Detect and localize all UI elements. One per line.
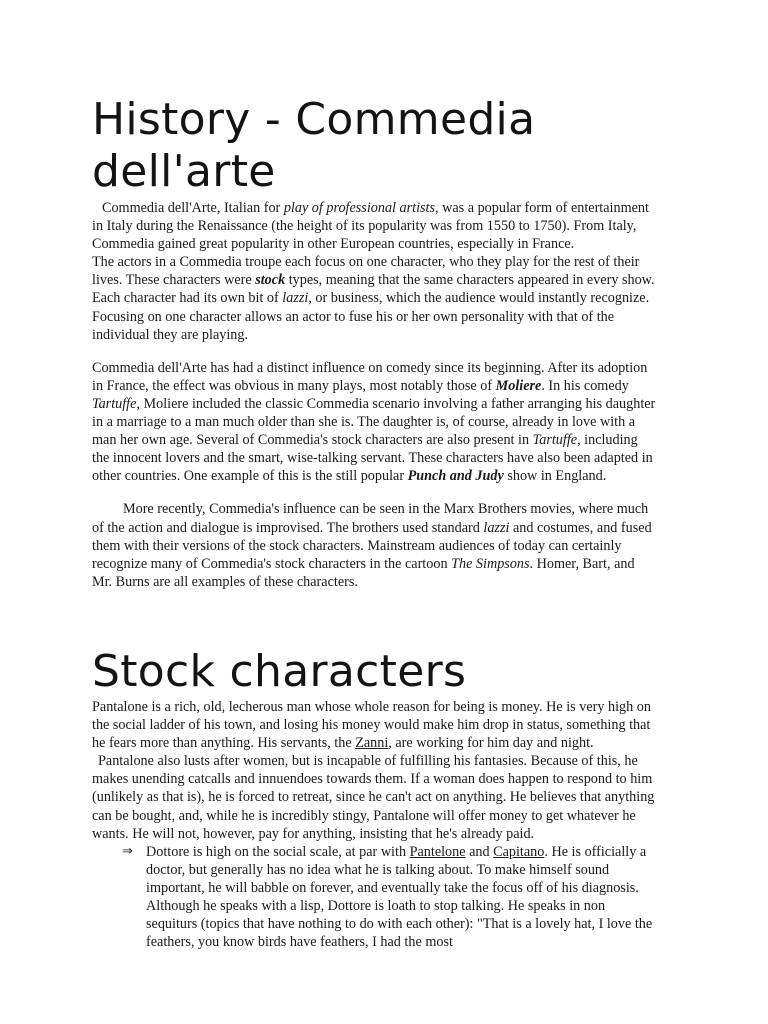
paragraph-modern: [92, 500, 658, 590]
italic-phrase: play of professional artists: [283, 200, 436, 216]
text-run: and costumes, and fused them with their versions of the stock characters. Mainstream audiences of today can certainly recognize many of Commedia's stock characters in the cartoon: [92, 519, 652, 572]
text-run: , or business, which the audience would instantly recognize. Focusing on one character allows an actor to fuse his or her own personality with that of the individual they are playing.: [92, 290, 650, 343]
text-run: . In his comedy: [541, 377, 629, 394]
text-run: Dottore is high on the social scale, at par with: [146, 843, 410, 860]
arrow-bullet-icon: ⇒: [122, 843, 133, 859]
italic-term: lazzi: [483, 519, 510, 536]
text-run: types, meaning that the same characters appeared in every show. Each character had its own bit of: [92, 272, 655, 307]
paragraph-actors: [92, 253, 658, 343]
italic-title: Tartuffe: [532, 432, 578, 449]
text-run: , was a popular form of entertainment in Italy during the Renaissance (the height of its popularity was from 1550 to 1750). From Italy, Commedia gained great popularity in other European countries, especially in France.: [92, 200, 649, 253]
text-run: The actors in a Commedia troupe each focus on one character, who they play for the rest of their lives. These characters were: [92, 254, 640, 289]
bold-italic-title: Punch and Judy: [407, 468, 504, 485]
underlined-name: Pantelone: [409, 843, 466, 860]
underlined-name: Capitano: [493, 843, 545, 860]
paragraph-pantalone-lust: Pantalone also lusts after women, but is incapable of fulfilling his fantasies. Because of this, he makes unending catcalls and innuendoes towards them. If a woman does happen to respond to him (unlikely as that is), he is forced to retreat, since he can't act on anything. He believes that anything can be bought, and, while he is incredibly stingy, Pantalone will offer money to get whatever he wants. He will not, however, pay for anything, insisting that he's already paid.: [92, 753, 655, 842]
text-run: , Moliere included the classic Commedia scenario involving a father arranging his daughter in a marriage to a man much older than she is. The daughter is, of course, already in love with a man her own age. Several of Commedia's stock characters are also present in: [92, 395, 656, 449]
text-run: , are working for him day and night.: [388, 735, 594, 752]
text-run: More recently, Commedia's influence can be seen in the Marx Brothers movies, where much of the action and dialogue is improvised. The brothers used standard: [92, 501, 649, 536]
underlined-term: Zanni: [355, 735, 389, 752]
paragraph-spacer: [92, 344, 658, 359]
text-run: , including the innocent lovers and the smart, wise-talking servant. These characters have also been adapted in other countries. One example of this is the still popular: [92, 432, 653, 485]
paragraph-pantalone: [92, 698, 658, 752]
stock-section-body: [92, 698, 658, 951]
paragraph-intro: [92, 199, 658, 253]
text-run: Commedia dell'Arte, Italian for: [102, 200, 284, 216]
italic-title: The Simpsons: [451, 555, 530, 572]
italic-term: lazzi: [282, 290, 309, 307]
bold-italic-term: stock: [255, 272, 286, 289]
text-run: show in England.: [503, 468, 607, 485]
section-title-stock-characters: Stock characters: [92, 646, 467, 697]
italic-title: Tartuffe: [92, 395, 137, 412]
paragraph-influence: [92, 359, 658, 486]
text-run: . Homer, Bart, and Mr. Burns are all examples of these characters.: [92, 555, 635, 590]
text-run: . He is officially a doctor, but generally has no idea what he is talking about. To make himself sound important, he will babble on forever, and eventually take the focus off of his diagnosis. Although he speaks with a lisp, Dottore is loath to stop talking. He speaks in non sequiturs (topics that have nothing to do with each other): "That is a lovely hat, I love the feathers, you know birds have feathers, I had the most: [146, 843, 653, 951]
text-run: and: [465, 843, 494, 860]
text-run: Pantalone is a rich, old, lecherous man whose whole reason for being is money. He is very high on the social ladder of his town, and losing his money would make him drop in status, something that he fears more than anything. His servants, the: [92, 699, 651, 752]
list-item-dottore: [92, 843, 658, 952]
history-section-body: [92, 199, 658, 591]
text-run: Commedia dell'Arte has had a distinct influence on comedy since its beginning. After its adoption in France, the effect was obvious in many plays, most notably those of: [92, 359, 648, 394]
bold-italic-name: Moliere: [495, 377, 542, 394]
paragraph-spacer: [92, 485, 658, 500]
section-title-history: History - Commedia dell'arte: [92, 94, 536, 197]
